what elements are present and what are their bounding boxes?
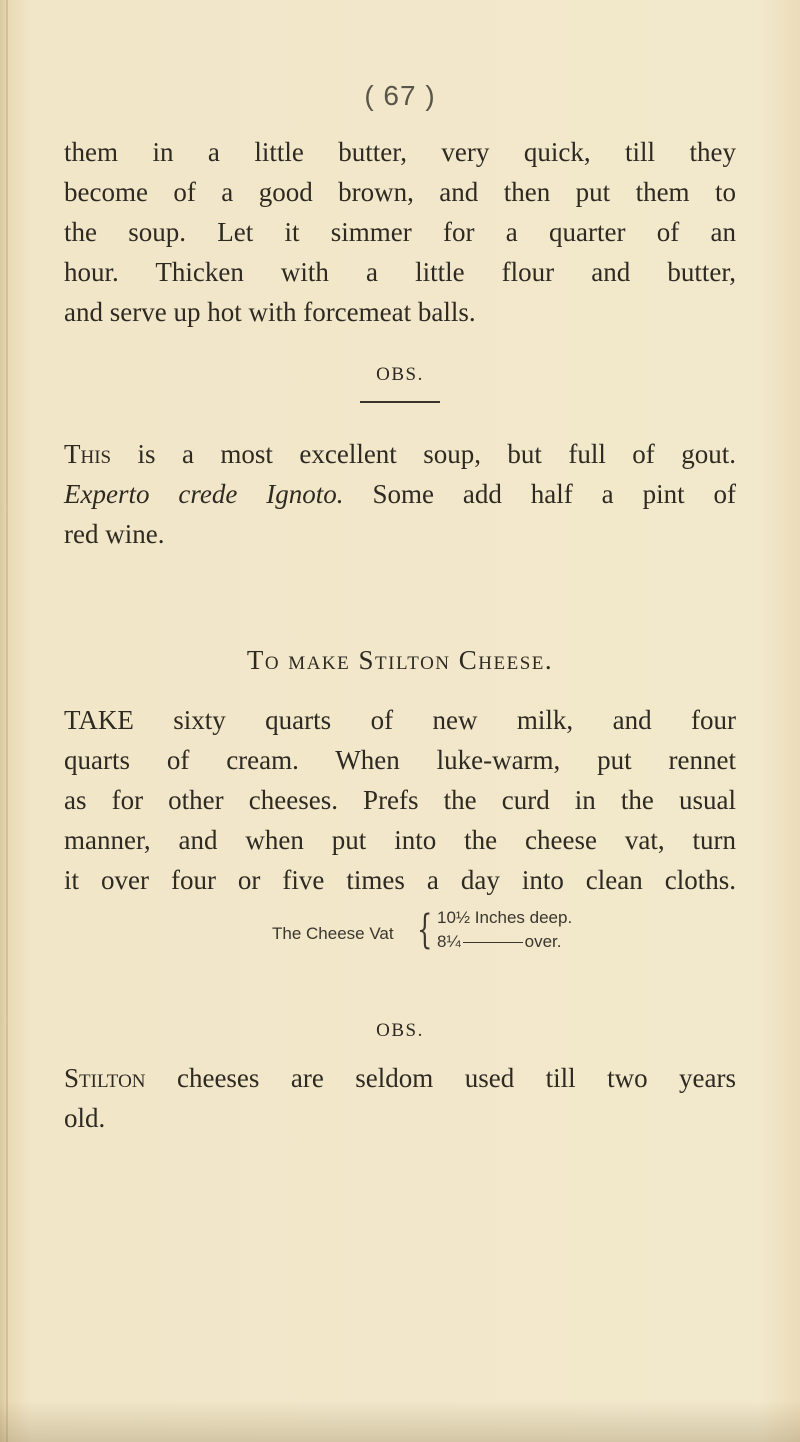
text-line: and serve up hot with forcemeat balls. <box>64 297 476 327</box>
text-line <box>64 434 736 474</box>
vat-depth: 10½ Inches deep. <box>437 908 573 927</box>
obs-heading-2: OBS. <box>376 1020 424 1041</box>
section-divider <box>360 401 440 403</box>
text-line: TAKE sixty quarts of new milk, and four <box>64 705 736 735</box>
line-rest: Some add half a pint of <box>343 479 736 509</box>
vat-width-word: over. <box>524 932 562 951</box>
text-line: it over four or five times a day into clean cloths. <box>64 865 736 895</box>
text-line: become of a good brown, and then put them to <box>64 177 736 207</box>
vat-width-row <box>437 932 562 952</box>
obs-paragraph-1 <box>64 434 736 554</box>
obs-paragraph-2 <box>64 1058 736 1138</box>
text-line: as for other cheeses. Prefs the curd in the usual <box>64 785 736 815</box>
page-edge-shadow <box>0 1400 800 1442</box>
text-line: hour. Thicken with a little flour and butter, <box>64 257 736 287</box>
text-line: quarts of cream. When luke-warm, put rennet <box>64 745 736 775</box>
binding-gutter <box>6 0 8 1442</box>
vat-label: The Cheese Vat <box>272 924 394 943</box>
text-line: old. <box>64 1103 106 1133</box>
text-line: red wine. <box>64 519 165 549</box>
drop-word: This <box>64 439 112 469</box>
latin-phrase: Experto crede Ignoto. <box>64 479 344 509</box>
text-line: them in a little butter, very quick, till they <box>64 137 736 167</box>
text-line <box>64 1058 736 1098</box>
paragraph-soup-instructions <box>64 132 736 332</box>
obs-heading-1: OBS. <box>376 364 424 385</box>
ditto-dash <box>463 942 523 943</box>
line-rest: is a most excellent soup, but full of gout. <box>111 439 736 469</box>
text-line <box>64 474 736 514</box>
brace-icon: { <box>417 907 433 953</box>
paragraph-stilton-instructions <box>64 700 736 900</box>
page-number: ( 67 ) <box>364 80 436 111</box>
recipe-heading: To make Stilton Cheese. <box>246 645 554 675</box>
text-line: the soup. Let it simmer for a quarter of an <box>64 217 736 247</box>
line-rest: cheeses are seldom used till two years <box>145 1063 736 1093</box>
drop-word: Stilton <box>64 1063 146 1093</box>
text-line: manner, and when put into the cheese vat, turn <box>64 825 736 855</box>
vat-width-value: 8¼ <box>437 932 461 951</box>
